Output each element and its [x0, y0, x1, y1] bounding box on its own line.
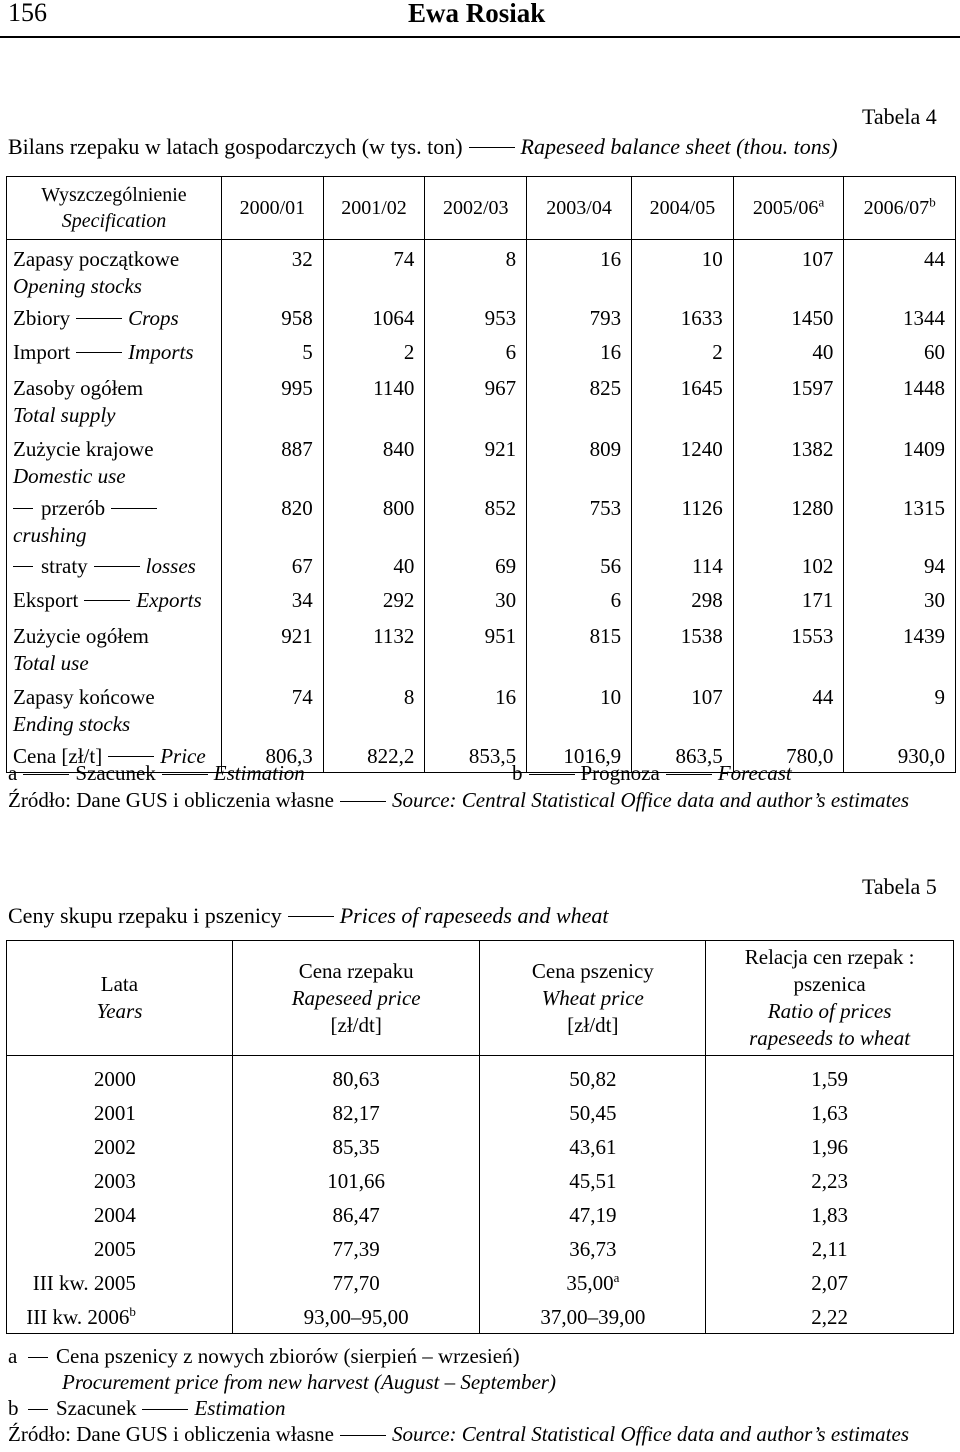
table4-title	[8, 134, 838, 160]
cell-value: 8	[425, 240, 527, 301]
table-row	[7, 1266, 954, 1300]
cell-value: 1439	[844, 617, 956, 678]
row-label	[7, 430, 222, 491]
cell-value: 809	[527, 430, 632, 491]
cell-value: 40	[323, 549, 425, 583]
cell-value: 2	[632, 335, 734, 369]
cell-value: 32	[222, 240, 324, 301]
cell-value: 1450	[733, 301, 844, 335]
table-row	[7, 1096, 954, 1130]
col-header-price-ratio: Relacja cen rzepak : pszenica Ratio of prices rapeseeds to wheat	[706, 941, 954, 1056]
row-label-en: Imports	[128, 339, 194, 364]
cell-value: 930,0	[844, 739, 956, 773]
table-row	[7, 430, 956, 491]
cell-value: 1126	[632, 491, 734, 549]
cell-rape: 93,00–95,00	[232, 1300, 480, 1334]
cell-value: 10	[527, 678, 632, 739]
cell-value: 1553	[733, 617, 844, 678]
col-header-2002-03: 2002/03	[425, 177, 527, 240]
col-header-2005-06: 2005/06$^a$	[733, 177, 844, 240]
table4-title-pl: Bilans rzepaku w latach gospodarczych (w tys. ton)	[8, 134, 463, 159]
header-rule	[0, 36, 960, 38]
row-label-en: Exports	[136, 587, 202, 612]
em-dash	[111, 508, 157, 509]
cell-year: 2004	[7, 1198, 233, 1232]
row-label-pl: Zużycie ogółem	[13, 623, 149, 648]
cell-value: 853,5	[425, 739, 527, 773]
cell-value: 1344	[844, 301, 956, 335]
table5-title: Ceny skupu rzepaku i pszenicy Prices of rapeseeds and wheat	[8, 903, 609, 928]
cell-ratio: 1,59	[706, 1056, 954, 1096]
row-label-en: Total supply	[13, 402, 116, 427]
table-row	[7, 1232, 954, 1266]
row-label	[7, 678, 222, 739]
cell-value: 6	[425, 335, 527, 369]
cell-rape: 82,17	[232, 1096, 480, 1130]
cell-value: 995	[222, 369, 324, 430]
cell-value: 34	[222, 583, 324, 617]
cell-value: 16	[527, 240, 632, 301]
table-row	[7, 369, 956, 430]
cell-year: 2000	[7, 1056, 233, 1096]
row-label-en: Domestic use	[13, 463, 126, 488]
spec-pl: Wyszczególnienie	[41, 184, 187, 206]
cell-value: 107	[632, 678, 734, 739]
cell-value: 60	[844, 335, 956, 369]
table5-header-row	[7, 941, 954, 1056]
em-dash	[84, 600, 130, 601]
cell-value: 951	[425, 617, 527, 678]
em-dash	[108, 756, 154, 757]
cell-year: 2005	[7, 1232, 233, 1266]
cell-value: 825	[527, 369, 632, 430]
row-label	[7, 335, 222, 369]
row-label	[7, 491, 222, 549]
cell-value: 44	[733, 678, 844, 739]
running-header-author: Ewa Rosiak	[408, 0, 546, 28]
row-label-pl: straty	[41, 553, 88, 578]
col-header-2006-07: 2006/07$^b$	[844, 177, 956, 240]
cell-value: 40	[733, 335, 844, 369]
cell-value: 1132	[323, 617, 425, 678]
cell-rape: 80,63	[232, 1056, 480, 1096]
row-label-en: Ending stocks	[13, 711, 131, 736]
cell-wheat: 36,73	[480, 1232, 706, 1266]
row-label	[7, 549, 222, 583]
em-dash	[76, 318, 122, 319]
table-row	[7, 583, 956, 617]
row-label	[7, 583, 222, 617]
col-header-2000-01: 2000/01	[222, 177, 324, 240]
row-label-pl: Zbiory	[13, 305, 71, 330]
table5-note-a-en: Procurement price from new harvest (August – September)	[62, 1370, 556, 1394]
cell-value: 10	[632, 240, 734, 301]
row-label-en: losses	[145, 553, 196, 578]
row-label-pl: przerób	[41, 495, 106, 520]
table-row	[7, 617, 956, 678]
cell-value: 9	[844, 678, 956, 739]
em-dash	[94, 566, 140, 567]
table-row	[7, 240, 956, 301]
table-row	[7, 1130, 954, 1164]
cell-ratio: 1,83	[706, 1198, 954, 1232]
cell-value: 1597	[733, 369, 844, 430]
prices-table	[6, 940, 954, 1334]
col-header-2001-02: 2001/02	[323, 177, 425, 240]
cell-value: 30	[425, 583, 527, 617]
em-dash	[469, 147, 515, 148]
cell-year: III kw. 2005	[7, 1266, 233, 1300]
cell-rape: 101,66	[232, 1164, 480, 1198]
table-row	[7, 1164, 954, 1198]
cell-value: 820	[222, 491, 324, 549]
cell-value: 5	[222, 335, 324, 369]
row-label	[7, 617, 222, 678]
row-label-pl: Eksport	[13, 587, 79, 612]
cell-value: 298	[632, 583, 734, 617]
cell-ratio: 2,23	[706, 1164, 954, 1198]
row-label-pl: Zapasy końcowe	[13, 684, 155, 709]
cell-value: 94	[844, 549, 956, 583]
row-label	[7, 240, 222, 301]
cell-value: 1409	[844, 430, 956, 491]
cell-value: 958	[222, 301, 324, 335]
cell-value: 74	[222, 678, 324, 739]
cell-wheat: 50,45	[480, 1096, 706, 1130]
cell-value: 887	[222, 430, 324, 491]
cell-value: 16	[527, 335, 632, 369]
table4-label: Tabela 4	[862, 104, 937, 129]
cell-value: 44	[844, 240, 956, 301]
cell-value: 56	[527, 549, 632, 583]
cell-value: 102	[733, 549, 844, 583]
cell-value: 16	[425, 678, 527, 739]
row-label-en: crushing	[13, 522, 87, 547]
row-label-pl: Zasoby ogółem	[13, 375, 144, 400]
cell-wheat: 50,82	[480, 1056, 706, 1096]
cell-ratio: 2,22	[706, 1300, 954, 1334]
col-header-specification	[7, 177, 222, 240]
table5-note-b: b Szacunek Estimation	[8, 1396, 286, 1420]
cell-ratio: 2,11	[706, 1232, 954, 1266]
cell-ratio: 1,96	[706, 1130, 954, 1164]
cell-value: 921	[222, 617, 324, 678]
cell-wheat: 43,61	[480, 1130, 706, 1164]
cell-value: 753	[527, 491, 632, 549]
table4-header-row	[7, 177, 956, 240]
col-header-rapeseed-price: Cena rzepaku Rapeseed price [zł/dt]	[232, 941, 480, 1056]
cell-value: 806,3	[222, 739, 324, 773]
cell-value: 30	[844, 583, 956, 617]
cell-ratio: 1,63	[706, 1096, 954, 1130]
cell-value: 107	[733, 240, 844, 301]
table-row	[7, 335, 956, 369]
cell-value: 1140	[323, 369, 425, 430]
row-label-pl: Zapasy początkowe	[13, 247, 180, 271]
cell-value: 1382	[733, 430, 844, 491]
cell-value: 1538	[632, 617, 734, 678]
cell-value: 171	[733, 583, 844, 617]
cell-wheat: 47,19	[480, 1198, 706, 1232]
table4-source: Źródło: Dane GUS i obliczenia własne Source: Central Statistical Office data and author’s estimates	[8, 788, 909, 812]
cell-value: 1280	[733, 491, 844, 549]
table-row	[7, 549, 956, 583]
table5-label: Tabela 5	[862, 874, 937, 899]
row-label-pl: Zużycie krajowe	[13, 436, 154, 461]
row-label-en: Price	[160, 743, 206, 768]
col-header-2004-05: 2004/05	[632, 177, 734, 240]
cell-rape: 77,70	[232, 1266, 480, 1300]
table-row	[7, 1198, 954, 1232]
cell-value: 921	[425, 430, 527, 491]
row-label	[7, 369, 222, 430]
cell-value: 1315	[844, 491, 956, 549]
table4-title-en: Rapeseed balance sheet (thou. tons)	[520, 134, 838, 159]
cell-value: 74	[323, 240, 425, 301]
row-label-en: Total use	[13, 650, 89, 675]
cell-value: 1064	[323, 301, 425, 335]
cell-value: 822,2	[323, 739, 425, 773]
cell-ratio: 2,07	[706, 1266, 954, 1300]
cell-value: 852	[425, 491, 527, 549]
table-row	[7, 491, 956, 549]
cell-value: 967	[425, 369, 527, 430]
cell-value: 863,5	[632, 739, 734, 773]
row-label-en: Crops	[128, 305, 179, 330]
cell-value: 793	[527, 301, 632, 335]
table4-note-b: b Prognoza Forecast	[512, 761, 792, 785]
em-dash	[13, 566, 33, 567]
table-row	[7, 1300, 954, 1334]
cell-value: 292	[323, 583, 425, 617]
cell-value: 1240	[632, 430, 734, 491]
cell-value: 953	[425, 301, 527, 335]
cell-value: 67	[222, 549, 324, 583]
rapeseed-balance-table	[6, 176, 956, 773]
cell-value: 69	[425, 549, 527, 583]
row-label	[7, 301, 222, 335]
cell-value: 1448	[844, 369, 956, 430]
cell-rape: 86,47	[232, 1198, 480, 1232]
cell-year: 2001	[7, 1096, 233, 1130]
col-header-2003-04: 2003/04	[527, 177, 632, 240]
cell-year: III kw. 2006$^b$	[7, 1300, 233, 1334]
cell-value: 815	[527, 617, 632, 678]
row-label-pl: Import	[13, 339, 71, 364]
cell-wheat: 35,00$^a$	[480, 1266, 706, 1300]
cell-value: 780,0	[733, 739, 844, 773]
cell-rape: 85,35	[232, 1130, 480, 1164]
page-number: 156	[8, 0, 47, 27]
cell-wheat: 45,51	[480, 1164, 706, 1198]
cell-value: 1645	[632, 369, 734, 430]
spec-en: Specification	[61, 210, 167, 232]
table4-note-a: a Szacunek Estimation	[8, 761, 305, 785]
table-row	[7, 678, 956, 739]
cell-year: 2002	[7, 1130, 233, 1164]
col-header-wheat-price: Cena pszenicy Wheat price [zł/dt]	[480, 941, 706, 1056]
row-label-en: Opening stocks	[13, 274, 142, 298]
cell-value: 1633	[632, 301, 734, 335]
cell-value: 800	[323, 491, 425, 549]
table5-note-a: a Cena pszenicy z nowych zbiorów (sierpień – wrzesień)	[8, 1344, 520, 1368]
table-row	[7, 1056, 954, 1096]
table5-source: Źródło: Dane GUS i obliczenia własne Source: Central Statistical Office data and author’s estimates	[8, 1422, 909, 1446]
cell-value: 1016,9	[527, 739, 632, 773]
cell-value: 840	[323, 430, 425, 491]
cell-rape: 77,39	[232, 1232, 480, 1266]
col-header-years: Lata Years	[7, 941, 233, 1056]
cell-value: 114	[632, 549, 734, 583]
em-dash	[76, 352, 122, 353]
cell-year: 2003	[7, 1164, 233, 1198]
cell-value: 2	[323, 335, 425, 369]
table-row	[7, 301, 956, 335]
row-label-pl: Cena [zł/t]	[13, 743, 103, 768]
cell-value: 6	[527, 583, 632, 617]
cell-value: 8	[323, 678, 425, 739]
cell-wheat: 37,00–39,00	[480, 1300, 706, 1334]
em-dash	[13, 508, 33, 509]
